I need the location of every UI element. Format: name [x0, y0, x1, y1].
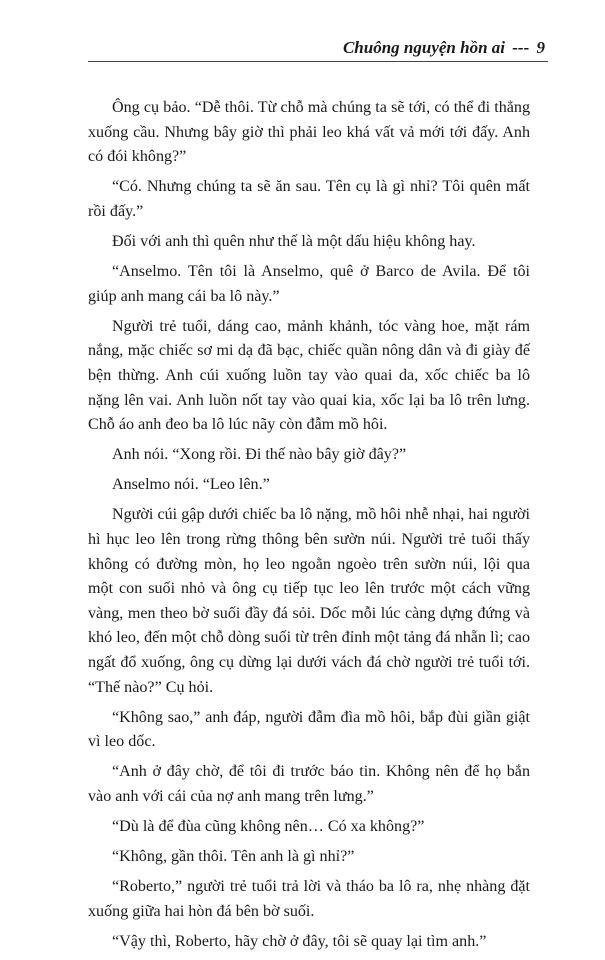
paragraph: “Vậy thì, Roberto, hãy chờ ở đây, tôi sẽ quay lại tìm anh.” — [112, 932, 487, 950]
paragraph: Anselmo nói. “Leo lên.” — [112, 476, 270, 494]
body-text — [88, 96, 530, 960]
paragraph: Anh nói. “Xong rồi. Đi thế nào bây giờ đây?” — [112, 446, 407, 464]
paragraph: Người cúi gập dưới chiếc ba lô nặng, mồ hôi nhễ nhại, hai người hì hục leo lên trong rừng thông bên sườn núi. Người trẻ tuổi thấy không có đường mòn, họ leo ngoằn ngoèo trên sườn núi, lội qua một con suối nhỏ và ông cụ tiếp tục leo lên trước một cách vững vàng, men theo bờ suối đầy đá sỏi. Dốc mỗi lúc càng dựng đứng và khó leo, đến một chỗ dòng suối từ trên đỉnh một tảng đá nhẵn lì; cao ngất đổ xuống, ông cụ dừng lại dưới vách đá chờ người trẻ tuổi tới. “Thế nào?” Cụ hỏi. — [88, 506, 530, 696]
header-rule — [88, 61, 548, 62]
header-separator: --- — [512, 38, 530, 57]
book-title: Chuông nguyện hồn ai — [342, 38, 506, 57]
paragraph: Người trẻ tuổi, dáng cao, mảnh khảnh, tóc vàng hoe, mặt rám nắng, mặc chiếc sơ mi dạ đã bạc, chiếc quần nông dân và đi giày đế bện thừng. Anh cúi xuống luồn tay vào quai da, xốc chiếc ba lô nặng lên vai. Anh luồn nốt tay vào quai kia, xốc lại ba lô trên lưng. Chỗ áo anh đeo ba lô lúc nãy còn đẫm mồ hôi. — [88, 317, 530, 434]
paragraph: “Anh ở đây chờ, để tôi đi trước báo tin. Không nên để họ bắn vào anh với cái của nợ anh mang trên lưng.” — [88, 763, 530, 805]
paragraph: “Không, gần thôi. Tên anh là gì nhỉ?” — [112, 848, 355, 866]
paragraph: “Anselmo. Tên tôi là Anselmo, quê ở Barco de Avila. Để tôi giúp anh mang cái ba lô này.” — [88, 263, 530, 305]
paragraph: Ông cụ bảo. “Dễ thôi. Từ chỗ mà chúng ta sẽ tới, có thể đi thẳng xuống cầu. Nhưng bây giờ thì phải leo khá vất vả mới tới đấy. Anh có đói không?” — [88, 99, 530, 166]
paragraph: “Không sao,” anh đáp, người đẫm đìa mồ hôi, bắp đùi giần giật vì leo dốc. — [88, 708, 530, 751]
paragraph: “Roberto,” người trẻ tuổi trả lời và tháo ba lô ra, nhẹ nhàng đặt xuống giữa hai hòn đá bên bờ suối. — [88, 878, 530, 920]
paragraph: Đối với anh thì quên như thế là một dấu hiệu không hay. — [112, 232, 476, 250]
page-number: 9 — [536, 38, 545, 57]
paragraph: “Dù là để đùa cũng không nên… Có xa không?” — [112, 818, 425, 836]
running-header — [145, 38, 545, 58]
paragraph: “Có. Nhưng chúng ta sẽ ăn sau. Tên cụ là gì nhỉ? Tôi quên mất rồi đấy.” — [88, 178, 530, 220]
